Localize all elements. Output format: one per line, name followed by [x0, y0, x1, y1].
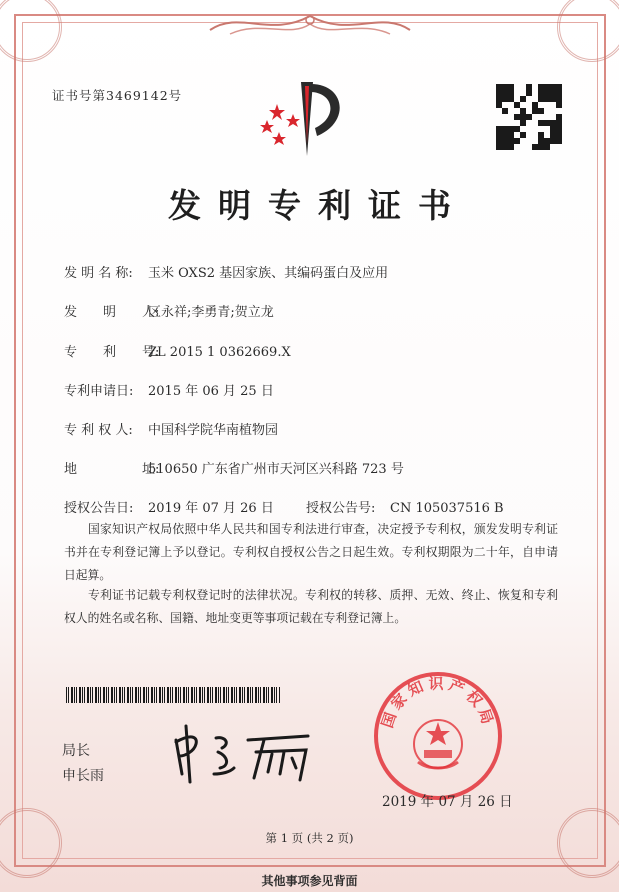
statement-paragraph: 国家知识产权局依照中华人民共和国专利法进行审查，决定授予专利权，颁发发明专利证书并在专利登记簿上予以登记。专利权自授权公告之日起生效。专利权期限为二十年，自申请日起算。	[64, 522, 558, 582]
barcode-icon	[66, 687, 280, 703]
field-label: 专利申请日:	[64, 384, 134, 399]
certificate-number: 证书号第3469142号	[52, 88, 183, 103]
seal-text: 国家知识产权局	[378, 674, 498, 731]
field-grant-number	[306, 497, 504, 516]
official-seal-icon	[372, 670, 504, 802]
page-number: 第 1 页 (共 2 页)	[265, 831, 354, 845]
field-label: 地 址:	[64, 462, 160, 477]
field-label: 专 利 号:	[64, 345, 160, 360]
field-value: 中国科学院华南植物园	[148, 423, 279, 438]
handwritten-signature-icon	[168, 722, 318, 786]
top-scroll-ornament-icon	[200, 8, 420, 40]
cnipa-logo-icon	[255, 74, 355, 162]
field-label: 授权公告日:	[64, 501, 134, 516]
field-value: 2015 年 06 月 25 日	[148, 384, 274, 399]
field-label: 专 利 权 人:	[64, 423, 133, 438]
field-value: 玉米 OXS2 基因家族、其编码蛋白及应用	[148, 266, 389, 281]
field-value: 2019 年 07 月 26 日	[148, 501, 274, 516]
field-patent-number	[64, 341, 291, 360]
certificate-title: 发明专利证书	[168, 186, 468, 225]
field-value: 区永祥;李勇青;贺立龙	[148, 305, 274, 320]
field-address	[64, 458, 404, 477]
back-note: 其他事项参见背面	[261, 874, 358, 888]
field-label: 授权公告号:	[306, 501, 376, 516]
signatory-name: 申长雨	[62, 768, 104, 784]
field-value: 510650 广东省广州市天河区兴科路 723 号	[148, 462, 404, 477]
qr-code-icon	[496, 84, 562, 150]
seal-date: 2019 年 07 月 26 日	[382, 794, 513, 810]
field-label: 发 明 人:	[64, 305, 160, 320]
svg-text:国家知识产权局	[378, 675, 498, 731]
field-inventors	[64, 301, 274, 320]
field-invention-name	[64, 262, 388, 281]
field-application-date	[64, 380, 274, 399]
field-value: CN 105037516 B	[390, 501, 504, 516]
signatory-title: 局长	[62, 743, 90, 759]
field-grant-date	[64, 497, 274, 516]
legal-status-paragraph: 专利证书记载专利权登记时的法律状况。专利权的转移、质押、无效、终止、恢复和专利权人的姓名或名称、国籍、地址变更等事项记载在专利登记簿上。	[64, 588, 558, 625]
field-patentee	[64, 419, 278, 438]
field-label: 发 明 名 称:	[64, 266, 133, 281]
field-value: ZL 2015 1 0362669.X	[148, 345, 291, 360]
